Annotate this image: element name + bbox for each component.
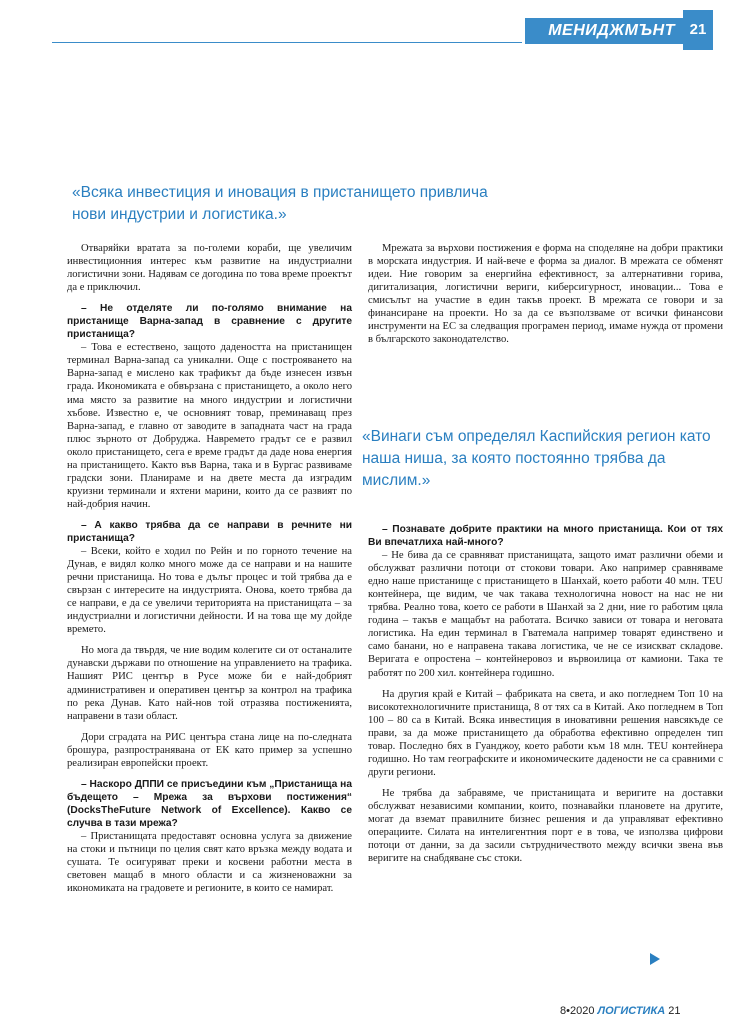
paragraph: Дори сградата на РИС центъра стана лице на по-следната брошура, разпространявана от ЕК като пример за успешно реализиран европейски проект.	[67, 731, 352, 769]
paragraph: Отваряйки вратата за по-големи кораби, ще увеличим инвестиционния интерес към развитие на индустриални логистични зони. Надявам се догодина по това време проектът да е приключил.	[67, 243, 352, 294]
continue-arrow-icon	[650, 953, 660, 965]
paragraph: На другия край е Китай – фабриката на света, и ако погледнем Топ 10 на високотехнологичните пристанища, 8 от тях са в Китай. Ако погледнем в Топ 100 – 80 са в Китай. Всяка инвестиция в иновативни решения навсякъде се прави, за да може пристанището да обработва ефективно определен тип товар. Последно бях в Гуанджоу, което работи към 18 млн. TEU контейнера годишно. Но там географските и икономическите дадености не са сравними с други региони.	[368, 688, 723, 778]
column-left	[67, 242, 352, 895]
page-number-badge: 21	[683, 10, 713, 50]
interview-question: – Не отделяте ли по-голямо внимание на пристанище Варна-запад в сравнение с другите пристанища?	[67, 303, 352, 341]
paragraph: – Всеки, който е ходил по Рейн и по горното течение на Дунав, е видял колко много може да се направи и на нашите речни пристанища. Но това е дълъг процес и той трябва да е свързан с интересите на индустрията. Онова, което трябва да се направи, е да се увеличи територията на пристанищата – за индустриални и логистични дейности. И на това ще му дойде времето.	[67, 546, 352, 636]
section-title: МЕНИДЖМЪНТ	[548, 22, 675, 39]
header-rule	[52, 42, 522, 43]
page-footer	[560, 1004, 720, 1018]
pull-quote-1: «Всяка инвестиция и иновация в пристанището привлича нови индустрии и логистика.»	[72, 184, 488, 223]
footer-page-number: 21	[668, 1005, 681, 1017]
interview-question: – А какво трябва да се направи в речните ни пристанища?	[67, 519, 352, 544]
column-right-top	[368, 242, 723, 346]
interview-question: – Наскоро ДППИ се присъедини към „Пристанища на бъдещето – Мрежа за върхови постижения“ (DocksTheFuture Network of Excellence). Какво се случва в тази мрежа?	[67, 778, 352, 829]
paragraph: – Не бива да се сравняват пристанищата, защото имат различни обеми и обслужват различни потоци от стокови товари. Ако например сравняваме едно наше пристанище с пристанището в Шанхай, което работи 40 млн. TEU контейнера, ще видим, че чак такава технологична новост на нас не ни трябва. Реално това, което се работи в Шанхай за 2 дни, ние го работим цяла година – такъв е мащабът на работата. Всичко зависи от товара и неговата логистика. На един терминал в Гватемала например товарят единствено и само банани, но е направена такава логистика, че не се изискват складове. Веригата е опростена – контейнеровоз и вървоилица от камиони. Така те работят по 200 хил. контейнера годишно.	[368, 550, 723, 679]
paragraph: Но мога да твърдя, че ние водим колегите си от останалите дунавски държави по отношение на управлението на трафика. Нашият РИС център в Русе може би е най-добрият административен и оперативен център за контрол на трафика по река Дунав. Като най-нов той отразява постиженията, направени в тази област.	[67, 645, 352, 722]
column-right-bottom	[368, 515, 723, 865]
issue-number: 8•2020	[560, 1005, 595, 1017]
paragraph: – Пристанищата предоставят основна услуга за движение на стоки и пътници по целия свят като връзка между водата и сушата. Те осигуряват преки и косвени работни места в световен мащаб в много области и са жизненоважни за икономиката на градовете и регионите, в които се намират.	[67, 830, 352, 895]
paragraph: Мрежата за върхови постижения е форма на споделяне на добри практики в морската индустрия. И най-вече е форма за диалог. В мрежата се обменят идеи. Ние говорим за енергийна ефективност, за алтернативни горива, дигитализация, логистични вериги, киберсигурност, иновации... Това е смисълът на участие в един такъв проект. В мрежата се говори и за финансиране на проекти. Но за да се възползваме от всички финансови инструменти на ЕС за следващия програмен период, имаме нужда от промени в българското законодателство.	[368, 243, 723, 346]
paragraph: Не трябва да забравяме, че пристанищата и веригите на доставки обслужват независими компании, които, познавайки плановете на другите, могат да вземат правилните бизнес решения и да управляват ефективно операциите. Силата на интелигентния порт е в това, че използва цифрови потоци от данни, за да засили сътрудничеството между всички звена във веригите на снабдяване със стоки.	[368, 787, 723, 865]
paragraph: – Това е естествено, защото дадеността на пристанищен терминал Варна-запад са уникални. Още с построяването на Варна-запад е мислено как трафикът да бъде изнесен извън града. Икономиката е обвързана с пристанището, а около него има място за развитие на много индустрии и логистични хъбове. Известно е, че основният товар, преминаващ през Варна-запад, е главно от заводите в западната част на града плюс зърното от Добруджа. Навремето градът се е развил около пристанището, сега е време градът да даде нова енергия на пристанището. Както във Варна, така и в Бургас развиваме градски зони. Планираме и на двете места да изградим круизни терминали и яхтени марини, които да се развият по най-добрия начин.	[67, 342, 352, 510]
interview-question: – Познавате добрите практики на много пристанища. Кои от тях Ви впечатлиха най-много?	[368, 524, 723, 549]
pull-quote-2: «Винаги съм определял Каспийския регион като наша ниша, за която постоянно трябва да мислим.»	[362, 428, 711, 489]
magazine-name: ЛОГИСТИКА	[597, 1005, 666, 1017]
